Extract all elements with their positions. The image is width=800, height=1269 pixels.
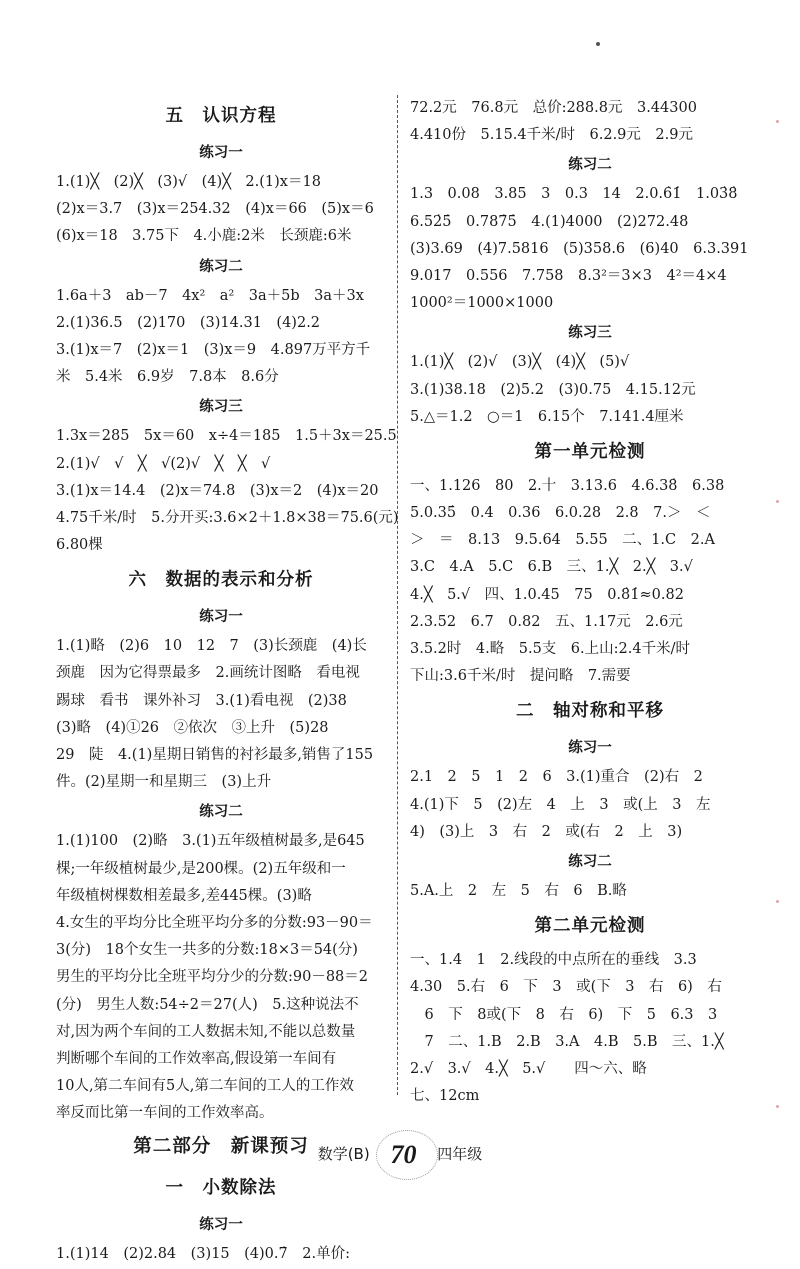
answer-line: 2.(1)√ √ ╳ √(2)√ ╳ ╳ √ <box>56 455 271 472</box>
answer-line: 3(分) 18个女生一共多的分数:18×3＝54(分) <box>56 942 358 959</box>
answer-line: 4.(1)下 5 (2)左 4 上 3 或(上 3 左 <box>410 796 711 813</box>
footer-grade: 四年级 <box>437 1145 483 1163</box>
answer-line: 判断哪个车间的工作效率高,假设第一车间有 <box>56 1050 337 1067</box>
answer-line: 1.6a＋3 ab－7 4x² a² 3a＋5b 3a＋3x <box>56 287 364 304</box>
answer-line: 6 下 8或(下 8 右 6) 下 5 6.3 3 <box>410 1006 718 1023</box>
right-column <box>410 95 770 1110</box>
answer-line: 下山:3.6千米/时 提问略 7.需要 <box>410 668 631 685</box>
answer-line: 年级植树棵数相差最多,差445棵。(3)略 <box>56 887 312 904</box>
answer-line: 颈鹿 因为它得票最多 2.画统计图略 看电视 <box>56 665 360 682</box>
exercise-heading: 练习一 <box>199 144 243 161</box>
exercise-heading: 练习三 <box>568 324 612 342</box>
section-heading: 第二单元检测 <box>534 916 646 937</box>
answer-line: 5.A.上 2 左 5 右 6 B.略 <box>410 882 627 899</box>
answer-line: (3)3.69 (4)7.5816 (5)358.6 (6)40 6.3.391 <box>410 240 749 257</box>
answer-line: 棵;一年级植树最少,是200棵。(2)五年级和一 <box>56 860 346 877</box>
answer-line: 2.1 2 5 1 2 6 3.(1)重合 (2)右 2 <box>410 769 703 786</box>
exercise-heading: 练习二 <box>568 852 612 870</box>
answer-line: 踢球 看书 课外补习 3.(1)看电视 (2)38 <box>56 692 347 709</box>
column-divider <box>397 95 398 1095</box>
answer-line: 一、1.4 1 2.线段的中点所在的垂线 3.3 <box>410 952 697 969</box>
page-footer <box>0 1140 800 1170</box>
answer-line: (3)略 (4)①26 ②依次 ③上升 (5)28 <box>56 719 329 736</box>
answer-line: 3.(1)x＝14.4 (2)x＝74.8 (3)x＝2 (4)x＝20 <box>56 482 379 499</box>
section-heading: 二 轴对称和平移 <box>516 701 664 722</box>
answer-line: 4) (3)上 3 右 2 或(右 2 上 3) <box>410 823 683 840</box>
answer-line: 4.30 5.右 6 下 3 或(下 3 右 6) 右 <box>410 979 722 996</box>
answer-line: 1000²＝1000×1000 <box>410 295 554 312</box>
answer-line: 1.(1)略 (2)6 10 12 7 (3)长颈鹿 (4)长 <box>56 638 367 655</box>
answer-line: 1.(1)╳ (2)√ (3)╳ (4)╳ (5)√ <box>410 354 630 371</box>
part-heading: 第二部分 新课预习 <box>133 1136 309 1158</box>
answer-line: 5.△＝1.2 ○＝1 6.15个 7.141.4厘米 <box>410 408 684 425</box>
answer-line: 4.75千米/时 5.分开买:3.6×2＋1.8×38＝75.6(元) <box>56 509 399 526</box>
print-dot-mark <box>596 42 600 46</box>
answer-line: 一、1.126 80 2.十 3.13.6 4.6.38̇ 6.38 <box>410 477 725 494</box>
answer-line: 3.5.2时 4.略 5.5支 6.上山:2.4千米/时 <box>410 641 690 657</box>
page-number: 70 <box>390 1140 417 1169</box>
answer-line: 3.(1)38.18 (2)5.2 (3)0.75 4.15.12元 <box>410 381 696 398</box>
answer-line: ＞ ＝ 8.13 9.5.64 5.55 二、1.C 2.A <box>410 532 715 549</box>
answer-line: 6.52̇5̇ 0.787̇5̇ 4.(1)4000 (2)272.48 <box>410 213 689 230</box>
answer-line: 4.女生的平均分比全班平均分多的分数:93－90＝ <box>56 914 373 931</box>
answer-line: 率反而比第一车间的工作效率高。 <box>56 1105 274 1122</box>
answer-line: 1.3x＝285 5x＝60 x÷4＝185 1.5＋3x＝25.5 <box>56 428 397 445</box>
answer-line: 件。(2)星期一和星期三 (3)上升 <box>56 774 272 791</box>
section-heading: 一 小数除法 <box>165 1178 277 1199</box>
answer-line: 男生的平均分比全班平均分少的分数:90－88＝2 <box>56 969 369 986</box>
answer-line: 7 二、1.B 2.B 3.A 4.B 5.B 三、1.╳ <box>410 1033 724 1050</box>
answer-line: 9.017 0.556 7.758 8.3²＝3×3 4²＝4×4 <box>410 267 727 284</box>
answer-line: 七、12cm <box>410 1088 480 1105</box>
answer-line: (分) 男生人数:54÷2＝27(人) 5.这种说法不 <box>56 996 359 1013</box>
edge-dot <box>776 500 779 503</box>
section-heading: 六 数据的表示和分析 <box>128 570 314 591</box>
footer-subject: 数学(B) <box>317 1145 370 1163</box>
section-heading: 五 认识方程 <box>165 106 277 126</box>
answer-line: 2.(1)36.5 (2)170 (3)14.31 (4)2.2 <box>56 314 321 331</box>
answer-line: 6.80棵 <box>56 537 103 554</box>
section-heading: 第一单元检测 <box>534 441 646 462</box>
exercise-heading: 练习二 <box>199 257 243 275</box>
answer-line: 3.C 4.A 5.C 6.B 三、1.╳ 2.╳ 3.√ <box>410 559 693 576</box>
answer-line: 72.2元 76.8元 总价:288.8元 3.44300 <box>410 100 697 116</box>
answer-line: 对,因为两个车间的工人数据未知,不能以总数量 <box>56 1023 356 1040</box>
answer-line: 1.(1)14 (2)2.84 (3)15 (4)0.7̇ 2.单价: <box>56 1246 350 1263</box>
exercise-heading: 练习一 <box>199 608 243 626</box>
answer-line: (2)x＝3.7 (3)x＝254.32 (4)x＝66 (5)x＝6 <box>56 201 374 218</box>
exercise-heading: 练习一 <box>199 1216 243 1234</box>
answer-line: 4.410份 5.15.4千米/时 6.2.9元 2.9元 <box>410 127 693 144</box>
answer-line: 2.√ 3.√ 4.╳ 5.√ 四～六、略 <box>410 1060 647 1077</box>
answer-line: 4.╳ 5.√ 四、1.0.45 75 0.8̇1̇≈0.82 <box>410 586 684 603</box>
edge-dot <box>776 120 779 123</box>
answer-line: 1.3 0.08 3.85 3 0.3 14 2.0.6̇1̇ 1.03̇8̇ <box>410 186 738 203</box>
exercise-heading: 练习三 <box>199 398 243 416</box>
exercise-heading: 练习二 <box>199 803 243 821</box>
answer-line: 10人,第二车间有5人,第二车间的工人的工作效 <box>56 1078 354 1095</box>
answer-line: 米 5.4米 6.9岁 7.8本 8.6分 <box>56 369 279 386</box>
exercise-heading: 练习二 <box>568 156 612 174</box>
answer-line: 2.3.52 6.7 0.82 五、1.17元 2.6元 <box>410 613 683 630</box>
answer-line: 1.(1)100 (2)略 3.(1)五年级植树最多,是645 <box>56 833 365 850</box>
edge-dot <box>776 1105 779 1108</box>
answer-line: 29 陡 4.(1)星期日销售的衬衫最多,销售了155 <box>56 747 374 763</box>
answer-line: 3.(1)x＝7 (2)x＝1 (3)x＝9 4.897万平方千 <box>56 341 371 358</box>
answer-line: 1.(1)╳ (2)╳ (3)√ (4)╳ 2.(1)x＝18 <box>56 174 321 190</box>
answer-line: (6)x＝18 3.75下 4.小鹿:2米 长颈鹿:6米 <box>56 228 352 245</box>
answer-line: 5.0.35̇ 0.4 0.36 6.0.28 2.8 7.＞ ＜ <box>410 505 711 522</box>
edge-dot <box>776 900 779 903</box>
exercise-heading: 练习一 <box>568 739 612 757</box>
left-column <box>56 95 399 1269</box>
